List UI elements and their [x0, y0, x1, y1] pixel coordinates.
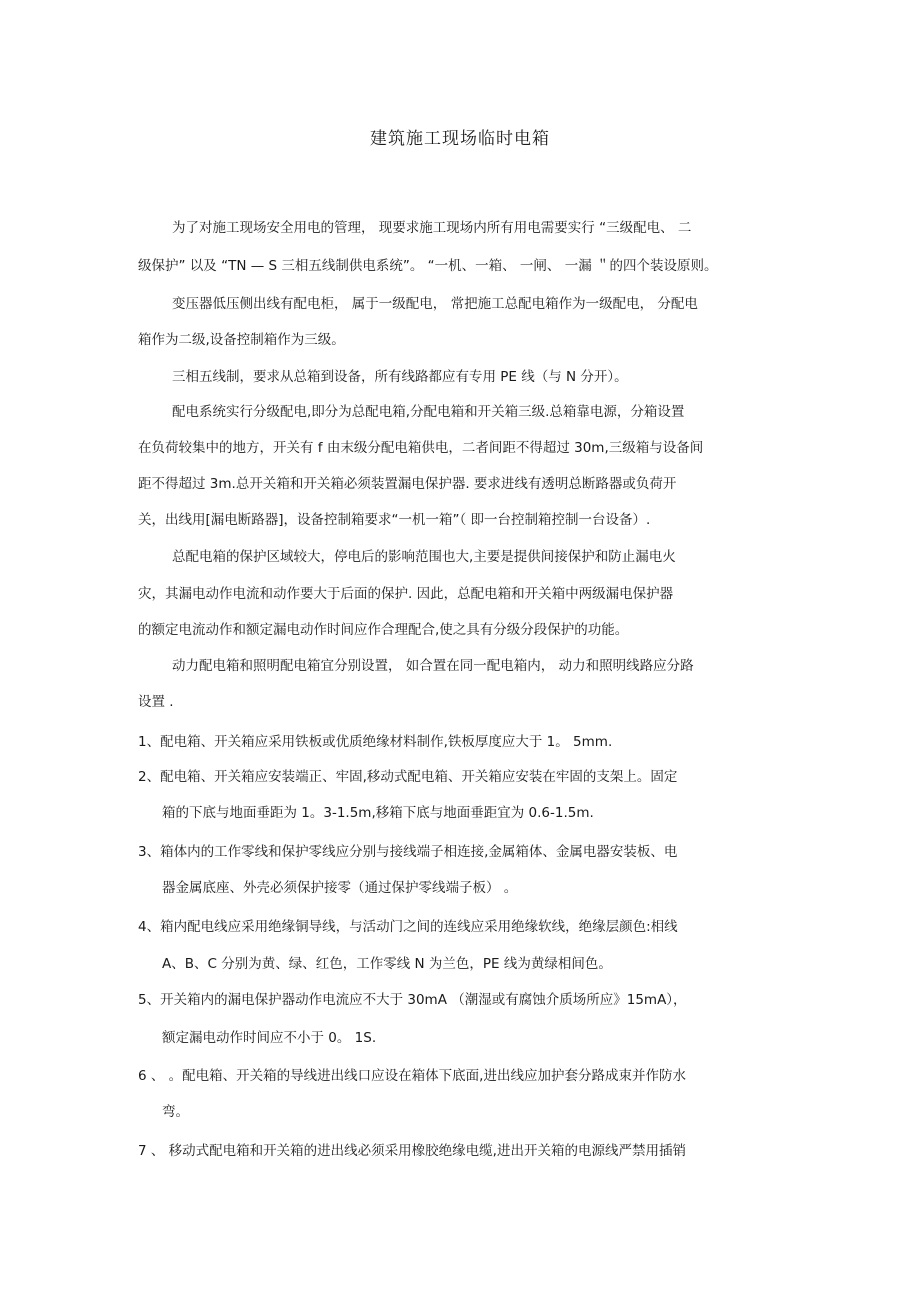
list-item: 2、配电箱、开关箱应安装端正、牢固,移动式配电箱、开关箱应安装在牢固的支架上。固定	[138, 769, 678, 785]
document-title: 建筑施工现场临时电箱	[370, 129, 550, 149]
paragraph-line: 设置 .	[138, 694, 174, 710]
paragraph-line: 关，出线用[漏电断路器]，设备控制箱要求“一机一箱”（ 即一台控制箱控制一台设备）.	[138, 512, 651, 528]
paragraph-line: 距不得超过 3m.总开关箱和开关箱必须装置漏电保护器. 要求进线有透明总断路器或负荷开	[138, 476, 677, 492]
list-item: 7 、 移动式配电箱和开关箱的进出线必须采用橡胶绝缘电缆,进出开关箱的电源线严禁用插销	[138, 1143, 686, 1159]
list-item: 3、箱体内的工作零线和保护零线应分别与接线端子相连接,金属箱体、金属电器安装板、电	[138, 844, 678, 860]
list-item: 6 、 。配电箱、开关箱的导线进出线口应设在箱体下底面,进出线应加护套分路成束并作防水	[138, 1068, 686, 1084]
paragraph-line: 三相五线制，要求从总箱到设备，所有线路都应有专用 PE 线（与 N 分开）。	[172, 369, 628, 385]
paragraph-line: 级保护” 以及 “TN — S 三相五线制供电系统”。 “一机、一箱、 一闸、 一漏 ＂的四个装设原则。	[138, 258, 718, 274]
paragraph-line: 配电系统实行分级配电,即分为总配电箱,分配电箱和开关箱三级.总箱靠电源，分箱设置	[172, 404, 685, 420]
list-item-continuation: 器金属底座、外壳必须保护接零（通过保护零线端子板） 。	[162, 880, 518, 896]
list-item-continuation: 箱的下底与地面垂距为 1。3-1.5m,移箱下底与地面垂距宜为 0.6-1.5m.	[162, 805, 594, 821]
paragraph-line: 在负荷较集中的地方，开关有 f 由末级分配电箱供电，二者间距不得超过 30m,三级箱与设备间	[138, 440, 704, 456]
list-item-continuation: 弯。	[162, 1104, 189, 1120]
paragraph-line: 箱作为二级,设备控制箱作为三级。	[138, 332, 345, 348]
list-item-continuation: 额定漏电动作时间应不小于 0。 1S.	[162, 1030, 377, 1046]
paragraph-line: 变压器低压侧出线有配电柜， 属于一级配电， 常把施工总配电箱作为一级配电， 分配电	[172, 296, 698, 312]
list-item: 1、配电箱、开关箱应采用铁板或优质绝缘材料制作,铁板厚度应大于 1。 5mm.	[138, 734, 613, 750]
list-item: 4、箱内配电线应采用绝缘铜导线，与活动门之间的连线应采用绝缘软线，绝缘层颜色:相线	[138, 919, 678, 935]
paragraph-line: 动力配电箱和照明配电箱宜分别设置， 如合置在同一配电箱内， 动力和照明线路应分路	[172, 658, 694, 674]
paragraph-line: 的额定电流动作和额定漏电动作时间应作合理配合,使之具有分级分段保护的功能。	[138, 622, 629, 638]
paragraph-line: 灾，其漏电动作电流和动作要大于后面的保护. 因此，总配电箱和开关箱中两级漏电保护器	[138, 586, 674, 602]
paragraph-line: 为了对施工现场安全用电的管理， 现要求施工现场内所有用电需要实行 “三级配电、 二	[172, 220, 692, 236]
list-item: 5、开关箱内的漏电保护器动作电流应不大于 30mA （潮湿或有腐蚀介质场所应》15mA），	[138, 992, 687, 1008]
list-item-continuation: A、B、C 分别为黄、绿、红色，工作零线 N 为兰色，PE 线为黄绿相间色。	[162, 956, 612, 972]
paragraph-line: 总配电箱的保护区域较大，停电后的影响范围也大,主要是提供间接保护和防止漏电火	[172, 549, 676, 565]
